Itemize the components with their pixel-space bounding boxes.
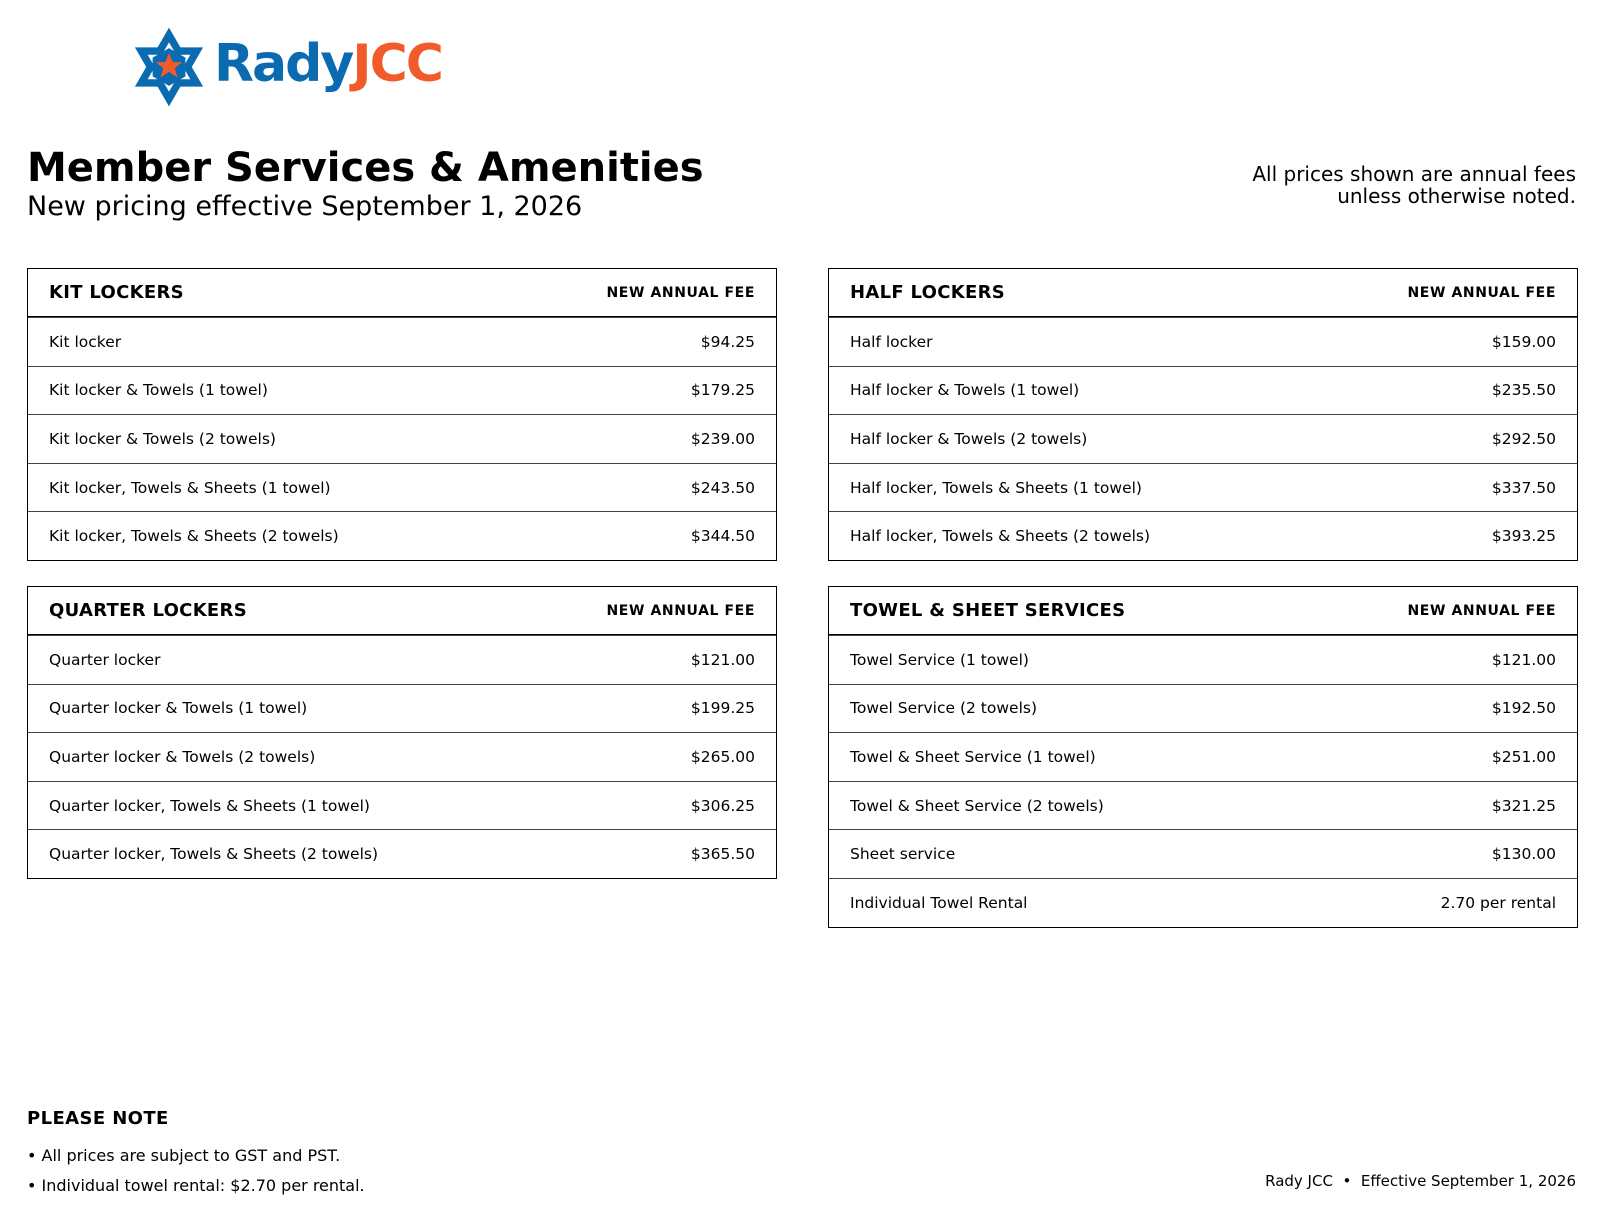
row-price: $159.00 xyxy=(1491,332,1556,351)
row-price: $235.50 xyxy=(1491,381,1556,400)
section-title: KIT LOCKERS xyxy=(49,282,184,303)
logo-word-rady: Rady xyxy=(214,34,353,94)
row-item: Towel Service (1 towel) xyxy=(850,650,1029,669)
row-price: $239.00 xyxy=(690,429,755,448)
fee-column-header: NEW ANNUAL FEE xyxy=(1407,602,1556,619)
table-row xyxy=(28,732,776,781)
row-price: $199.25 xyxy=(690,699,755,718)
half-lockers-table xyxy=(828,268,1578,561)
table-row xyxy=(829,463,1577,512)
table-header xyxy=(829,587,1577,635)
table-row xyxy=(829,878,1577,927)
table-row xyxy=(28,684,776,733)
rady-jcc-logo xyxy=(128,26,442,108)
row-item: Sheet service xyxy=(850,845,956,864)
table-row xyxy=(28,635,776,684)
annual-fee-note xyxy=(1252,163,1576,207)
row-price: $121.00 xyxy=(1491,650,1556,669)
row-price: $243.50 xyxy=(690,478,755,497)
row-item: Half locker & Towels (1 towel) xyxy=(850,381,1080,400)
row-item: Quarter locker, Towels & Sheets (2 towels) xyxy=(49,845,379,864)
row-price: $321.25 xyxy=(1491,796,1556,815)
row-item: Towel Service (2 towels) xyxy=(850,699,1038,718)
row-item: Half locker, Towels & Sheets (2 towels) xyxy=(850,527,1151,546)
row-item: Half locker, Towels & Sheets (1 towel) xyxy=(850,478,1142,497)
table-row xyxy=(829,317,1577,366)
section-title: QUARTER LOCKERS xyxy=(49,600,247,621)
row-price: $179.25 xyxy=(690,381,755,400)
row-item: Kit locker & Towels (2 towels) xyxy=(49,429,276,448)
table-row xyxy=(829,781,1577,830)
row-item: Quarter locker & Towels (2 towels) xyxy=(49,747,316,766)
page-footer: Rady JCC • Effective September 1, 2026 xyxy=(1265,1172,1576,1190)
row-price: $393.25 xyxy=(1491,527,1556,546)
annual-fee-note-line-2: unless otherwise noted. xyxy=(1337,184,1576,208)
logo-word-jcc: JCC xyxy=(352,34,442,94)
row-price: $337.50 xyxy=(1491,478,1556,497)
table-row xyxy=(829,684,1577,733)
annual-fee-note-line-1: All prices shown are annual fees xyxy=(1252,162,1576,186)
table-row xyxy=(829,635,1577,684)
row-price: $121.00 xyxy=(690,650,755,669)
row-item: Individual Towel Rental xyxy=(850,893,1028,912)
notes-heading: PLEASE NOTE xyxy=(27,1108,169,1129)
row-price: $365.50 xyxy=(690,845,755,864)
row-price: $292.50 xyxy=(1491,429,1556,448)
note-item: • All prices are subject to GST and PST. xyxy=(27,1146,341,1165)
row-item: Kit locker xyxy=(49,332,122,351)
please-note-section xyxy=(27,1108,365,1201)
page-subtitle: New pricing effective September 1, 2026 xyxy=(27,191,583,222)
table-row xyxy=(28,463,776,512)
row-price: $306.25 xyxy=(690,796,755,815)
row-price: $192.50 xyxy=(1491,699,1556,718)
table-row xyxy=(829,829,1577,878)
star-of-david-icon xyxy=(128,26,210,108)
row-item: Towel & Sheet Service (2 towels) xyxy=(850,796,1104,815)
row-item: Half locker & Towels (2 towels) xyxy=(850,429,1088,448)
quarter-lockers-table xyxy=(27,586,777,879)
table-row xyxy=(28,414,776,463)
table-header xyxy=(28,587,776,635)
fee-column-header: NEW ANNUAL FEE xyxy=(606,602,755,619)
row-item: Half locker xyxy=(850,332,933,351)
row-item: Kit locker & Towels (1 towel) xyxy=(49,381,268,400)
row-price: $94.25 xyxy=(700,332,755,351)
row-item: Kit locker, Towels & Sheets (1 towel) xyxy=(49,478,331,497)
row-price: $344.50 xyxy=(690,527,755,546)
row-item: Towel & Sheet Service (1 towel) xyxy=(850,747,1096,766)
logo-wordmark xyxy=(214,34,442,94)
table-header xyxy=(28,269,776,317)
table-row xyxy=(829,511,1577,560)
kit-lockers-table xyxy=(27,268,777,561)
row-price: $130.00 xyxy=(1491,845,1556,864)
table-row xyxy=(28,317,776,366)
table-row xyxy=(829,366,1577,415)
fee-column-header: NEW ANNUAL FEE xyxy=(1407,284,1556,301)
row-item: Quarter locker & Towels (1 towel) xyxy=(49,699,308,718)
row-item: Quarter locker xyxy=(49,650,161,669)
section-title: HALF LOCKERS xyxy=(850,282,1006,303)
row-price: $251.00 xyxy=(1491,747,1556,766)
table-header xyxy=(829,269,1577,317)
page-title: Member Services & Amenities xyxy=(27,145,704,191)
section-title: TOWEL & SHEET SERVICES xyxy=(850,600,1126,621)
row-price: 2.70 per rental xyxy=(1440,893,1556,912)
row-item: Quarter locker, Towels & Sheets (1 towel) xyxy=(49,796,370,815)
table-row xyxy=(28,511,776,560)
fee-column-header: NEW ANNUAL FEE xyxy=(606,284,755,301)
table-row xyxy=(28,829,776,878)
row-price: $265.00 xyxy=(690,747,755,766)
table-row xyxy=(28,781,776,830)
table-row xyxy=(28,366,776,415)
note-item: • Individual towel rental: $2.70 per rental. xyxy=(27,1176,365,1195)
towel-sheet-services-table xyxy=(828,586,1578,928)
table-row xyxy=(829,414,1577,463)
table-row xyxy=(829,732,1577,781)
row-item: Kit locker, Towels & Sheets (2 towels) xyxy=(49,527,339,546)
